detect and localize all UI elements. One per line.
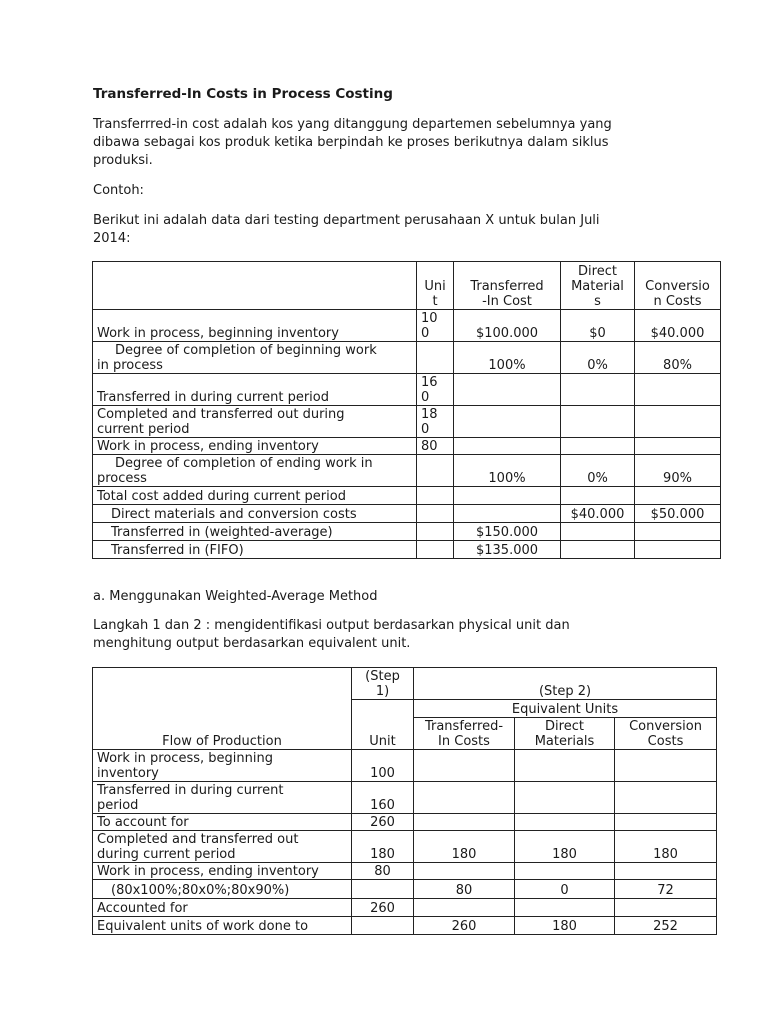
row-conversion: $50.000 (635, 505, 721, 523)
intro-paragraph (93, 116, 693, 170)
row-unit (417, 523, 454, 541)
row-label: To account for (93, 814, 352, 831)
row-transferred-in: 260 (414, 917, 515, 935)
row-unit: 16 0 (417, 374, 454, 406)
row-label: Degree of completion of beginning work in process (93, 342, 417, 374)
row-direct-materials (561, 487, 635, 505)
row-direct-materials (515, 750, 615, 782)
row-transferred-in: 100% (454, 455, 561, 487)
row-transferred-in: 180 (414, 831, 515, 863)
row-conversion: 72 (615, 880, 717, 899)
header-conversion-costs: Conversio n Costs (635, 262, 721, 310)
row-unit: 80 (352, 863, 414, 880)
table-row (93, 487, 721, 505)
table-header-row (93, 668, 717, 700)
row-transferred-in (454, 438, 561, 455)
table-row (93, 863, 717, 880)
row-unit (352, 880, 414, 899)
header-direct-materials: Direct Materials (515, 718, 615, 750)
row-transferred-in (414, 782, 515, 814)
row-conversion (615, 899, 717, 917)
header-step1: (Step 1) (352, 668, 414, 700)
header-empty-cell (93, 262, 417, 310)
row-transferred-in (454, 374, 561, 406)
row-unit: 260 (352, 899, 414, 917)
table-row (93, 541, 721, 559)
equivalent-units-table (92, 667, 717, 935)
table-row (93, 899, 717, 917)
row-unit: 18 0 (417, 406, 454, 438)
row-transferred-in: 80 (414, 880, 515, 899)
row-unit: 10 0 (417, 310, 454, 342)
row-unit: 100 (352, 750, 414, 782)
row-label: Total cost added during current period (93, 487, 417, 505)
table-header-row (93, 262, 721, 310)
row-transferred-in: $100.000 (454, 310, 561, 342)
row-label: Transferred in (weighted-average) (93, 523, 417, 541)
table-row (93, 523, 721, 541)
row-conversion (615, 750, 717, 782)
intro-line: produksi. (93, 153, 153, 168)
row-direct-materials: $0 (561, 310, 635, 342)
row-unit (417, 505, 454, 523)
row-transferred-in (414, 814, 515, 831)
intro-line: Transferrred-in cost adalah kos yang ditanggung departemen sebelumnya yang (93, 117, 612, 132)
row-unit (417, 541, 454, 559)
section-a-heading: a. Menggunakan Weighted-Average Method (93, 589, 378, 604)
table-row (93, 750, 717, 782)
table-row (93, 342, 721, 374)
row-label: Direct materials and conversion costs (93, 505, 417, 523)
row-direct-materials: 0% (561, 342, 635, 374)
row-direct-materials: 180 (515, 917, 615, 935)
row-conversion: 80% (635, 342, 721, 374)
row-direct-materials (515, 899, 615, 917)
row-label: Work in process, beginning inventory (93, 750, 352, 782)
data-intro-line: 2014: (93, 231, 131, 246)
row-direct-materials (515, 863, 615, 880)
row-conversion: $40.000 (635, 310, 721, 342)
langkah-line: Langkah 1 dan 2 : mengidentifikasi output berdasarkan physical unit dan (93, 618, 570, 633)
page-title: Transferred-In Costs in Process Costing (93, 86, 393, 102)
row-direct-materials (561, 541, 635, 559)
table-row (93, 438, 721, 455)
row-direct-materials: $40.000 (561, 505, 635, 523)
row-direct-materials: 0% (561, 455, 635, 487)
row-label: Completed and transferred out during current period (93, 406, 417, 438)
row-unit (417, 487, 454, 505)
row-direct-materials (561, 523, 635, 541)
header-unit: Uni t (417, 262, 454, 310)
row-label: Work in process, ending inventory (93, 438, 417, 455)
row-conversion (635, 406, 721, 438)
row-transferred-in (414, 899, 515, 917)
row-label: Transferred in during current period (93, 782, 352, 814)
row-conversion (615, 782, 717, 814)
header-transferred-in-cost: Transferred -In Cost (454, 262, 561, 310)
row-label: Completed and transferred out during current period (93, 831, 352, 863)
table-row (93, 406, 721, 438)
row-transferred-in: $135.000 (454, 541, 561, 559)
row-conversion (635, 487, 721, 505)
row-label: Transferred in during current period (93, 374, 417, 406)
langkah-line: menghitung output berdasarkan equivalent unit. (93, 636, 411, 651)
row-transferred-in (454, 505, 561, 523)
row-direct-materials (561, 438, 635, 455)
header-direct-materials: Direct Material s (561, 262, 635, 310)
row-transferred-in (414, 750, 515, 782)
intro-line: dibawa sebagai kos produk ketika berpindah ke proses berikutnya dalam siklus (93, 135, 609, 150)
cost-data-table (92, 261, 721, 559)
row-label: (80x100%;80x0%;80x90%) (93, 880, 352, 899)
row-direct-materials (561, 406, 635, 438)
header-equivalent-units: Equivalent Units (414, 700, 717, 718)
row-conversion (615, 863, 717, 880)
langkah-paragraph (93, 617, 693, 653)
row-transferred-in (454, 406, 561, 438)
row-conversion: 90% (635, 455, 721, 487)
row-conversion (615, 814, 717, 831)
table-row (93, 455, 721, 487)
header-step2: (Step 2) (414, 668, 717, 700)
data-intro-line: Berikut ini adalah data dari testing department perusahaan X untuk bulan Juli (93, 213, 600, 228)
row-label: Work in process, ending inventory (93, 863, 352, 880)
row-label: Equivalent units of work done to (93, 917, 352, 935)
row-conversion (635, 541, 721, 559)
contoh-label: Contoh: (93, 183, 144, 198)
table-row (93, 374, 721, 406)
row-direct-materials (515, 814, 615, 831)
row-direct-materials (561, 374, 635, 406)
row-transferred-in: $150.000 (454, 523, 561, 541)
row-unit: 160 (352, 782, 414, 814)
row-conversion: 180 (615, 831, 717, 863)
header-flow-of-production: Flow of Production (93, 668, 352, 750)
row-unit (352, 917, 414, 935)
data-intro-paragraph (93, 212, 693, 248)
row-label: Accounted for (93, 899, 352, 917)
row-unit: 180 (352, 831, 414, 863)
table-row (93, 310, 721, 342)
table-row (93, 917, 717, 935)
row-conversion (635, 374, 721, 406)
table-row (93, 505, 721, 523)
table-row (93, 831, 717, 863)
row-unit (417, 342, 454, 374)
row-direct-materials: 180 (515, 831, 615, 863)
row-conversion: 252 (615, 917, 717, 935)
row-label: Transferred in (FIFO) (93, 541, 417, 559)
row-conversion (635, 523, 721, 541)
row-unit (417, 455, 454, 487)
row-transferred-in: 100% (454, 342, 561, 374)
row-label: Work in process, beginning inventory (93, 310, 417, 342)
header-unit: Unit (352, 700, 414, 750)
header-transferred-in-costs: Transferred- In Costs (414, 718, 515, 750)
row-transferred-in (414, 863, 515, 880)
row-label: Degree of completion of ending work in process (93, 455, 417, 487)
row-unit: 80 (417, 438, 454, 455)
row-direct-materials: 0 (515, 880, 615, 899)
table-row (93, 782, 717, 814)
table-row (93, 814, 717, 831)
row-unit: 260 (352, 814, 414, 831)
row-transferred-in (454, 487, 561, 505)
row-conversion (635, 438, 721, 455)
row-direct-materials (515, 782, 615, 814)
header-conversion-costs: Conversion Costs (615, 718, 717, 750)
table-row (93, 880, 717, 899)
